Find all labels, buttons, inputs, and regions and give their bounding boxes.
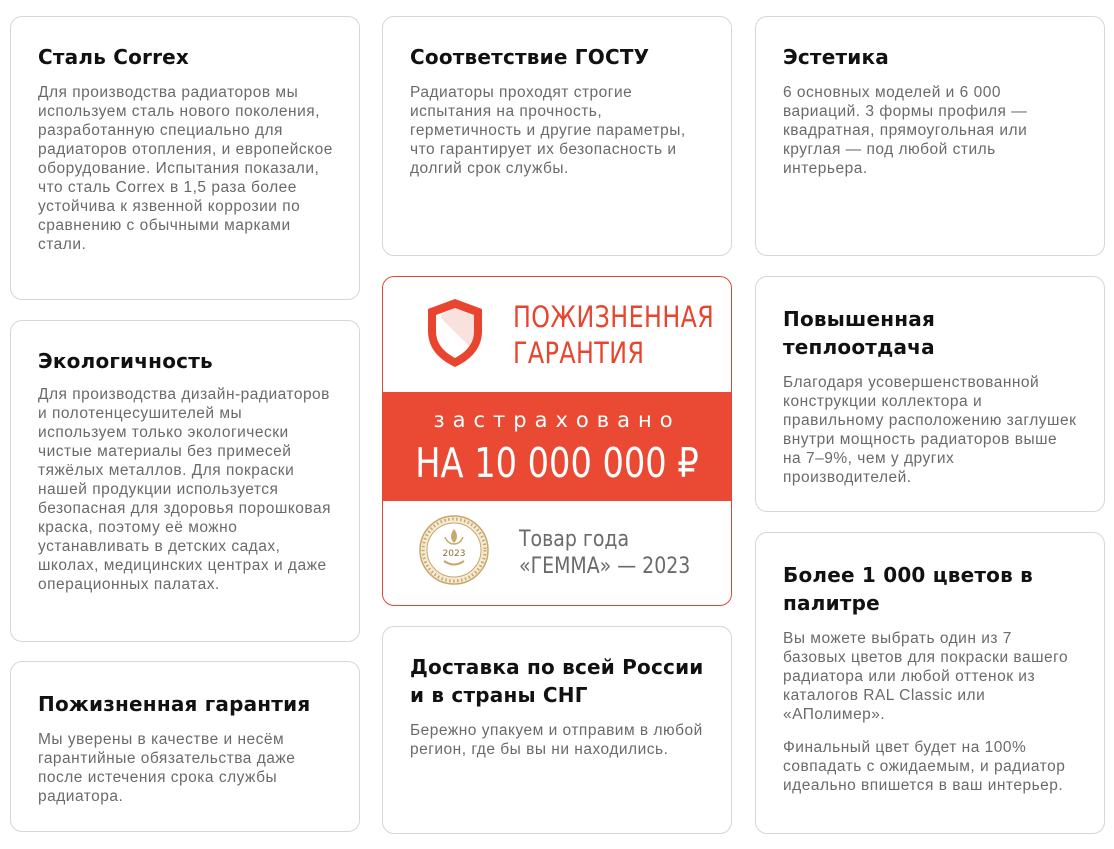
card-heat-output bbox=[755, 276, 1105, 512]
lifetime-warranty-banner bbox=[382, 276, 732, 606]
award-text bbox=[519, 526, 690, 580]
award-line2: «ГЕММА» — 2023 bbox=[519, 554, 691, 579]
card-text: Для производства дизайн-радиаторов и полотенцесушителей мы используем только экологически чистые материалы без примесей тяжёлых металлов. Для покраски нашей продукции используется безопасная для здоровья порошковая краска, поэтому её можно устанавливать в детских садах, школах, медицинских центрах и даже операционных палатах. bbox=[38, 386, 331, 593]
card-gost bbox=[382, 16, 732, 256]
award-medal-icon bbox=[419, 515, 489, 585]
card-text: Бережно упакуем и отправим в любой регион, где бы вы ни находились. bbox=[410, 722, 703, 758]
award-line1: Товар года bbox=[519, 527, 630, 552]
insured-band bbox=[383, 392, 731, 501]
card-text: Радиаторы проходят строгие испытания на прочность, герметичность и другие параметры, что гарантирует их безопасность и долгий срок службы. bbox=[410, 84, 686, 177]
card-title: Сталь Correx bbox=[38, 45, 190, 69]
card-text: Вы можете выбрать один из 7 базовых цветов для покраски вашего радиатора или любой оттенок из каталогов RAL Classic или «АПолимер». bbox=[783, 630, 1069, 723]
medal-year: 2023 bbox=[442, 549, 466, 559]
banner-title-line2: ГАРАНТИЯ bbox=[513, 336, 645, 370]
card-delivery bbox=[382, 626, 732, 834]
card-title: Более 1 000 цветов в палитре bbox=[783, 563, 1033, 615]
card-title: Повышенная теплоотдача bbox=[783, 307, 935, 359]
card-ecology bbox=[10, 320, 360, 642]
card-colors bbox=[755, 532, 1105, 834]
banner-title-line1: ПОЖИЗНЕННАЯ bbox=[513, 300, 715, 334]
insured-label: застраховано bbox=[433, 408, 681, 432]
banner-title bbox=[513, 299, 715, 371]
card-text: Мы уверены в качестве и несём гарантийные обязательства даже после истечения срока службы радиатора. bbox=[38, 731, 296, 805]
card-title: Пожизненная гарантия bbox=[38, 692, 311, 716]
card-lifetime-warranty bbox=[10, 661, 360, 832]
card-title: Экологичность bbox=[38, 349, 213, 373]
card-steel-correx bbox=[10, 16, 360, 300]
card-text: 6 основных моделей и 6 000 вариаций. 3 формы профиля — квадратная, прямоугольная или круглая — под любой стиль интерьера. bbox=[783, 84, 1028, 177]
card-text-2: Финальный цвет будет на 100% совпадать с ожидаемым, и радиатор идеально впишется в ваш интерьер. bbox=[783, 739, 1066, 794]
card-title: Доставка по всей России и в страны СНГ bbox=[410, 655, 704, 707]
card-title: Эстетика bbox=[783, 45, 889, 69]
shield-icon bbox=[425, 297, 485, 369]
card-title: Соответствие ГОСТУ bbox=[410, 45, 650, 69]
card-aesthetics bbox=[755, 16, 1105, 256]
insured-amount: НА 10 000 000 ₽ bbox=[415, 439, 699, 487]
card-text: Для производства радиаторов мы используем сталь нового поколения, разработанную специально для радиаторов отопления, и европейское оборудование. Испытания показали, что сталь Correx в 1,5 раза более устойчива к язвенной коррозии по сравнению с обычными марками стали. bbox=[38, 84, 333, 253]
card-text: Благодаря усовершенствованной конструкции коллектора и правильному расположению заглушек внутри мощность радиаторов выше на 7–9%, чем у других производителей. bbox=[783, 374, 1077, 486]
